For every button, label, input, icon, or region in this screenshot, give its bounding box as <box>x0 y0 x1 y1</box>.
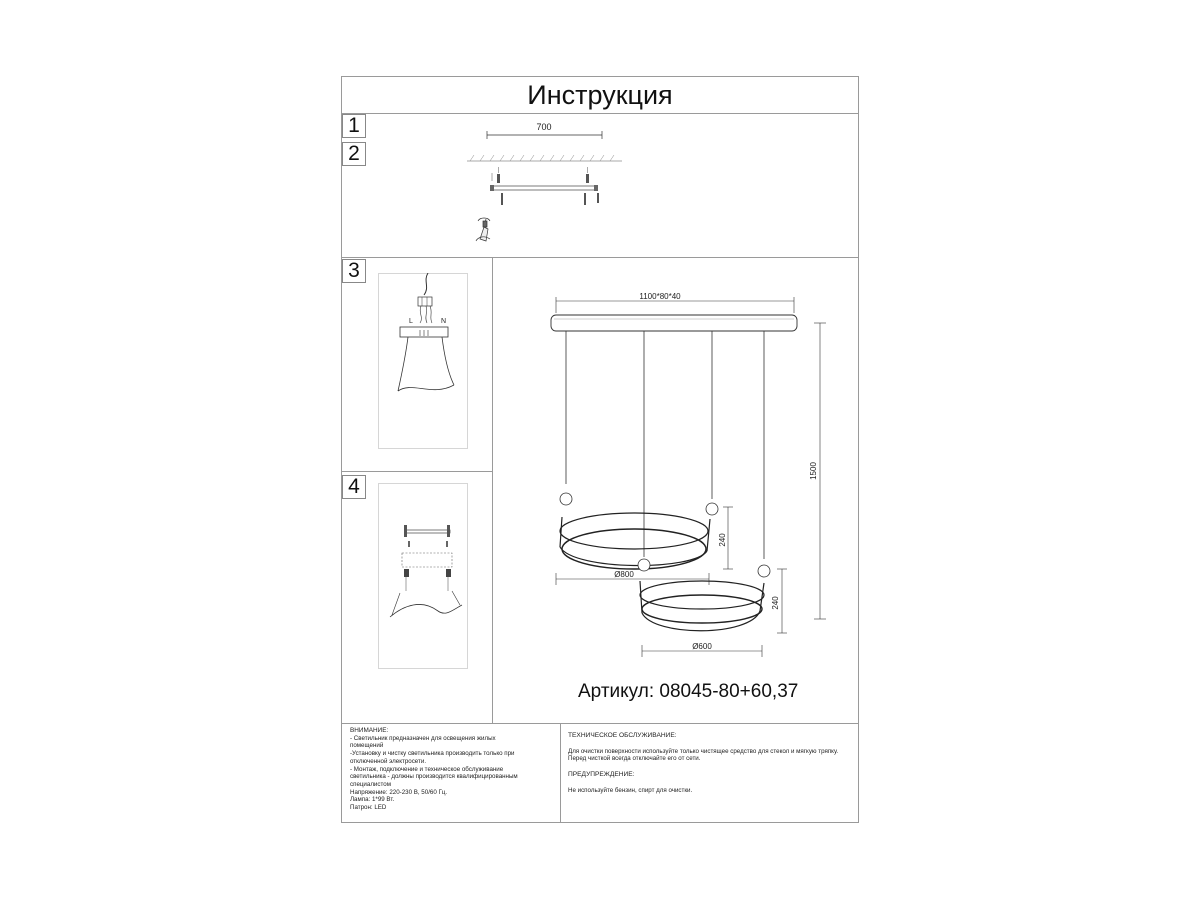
neutral-label: N <box>441 318 447 325</box>
divider-notes-column <box>560 723 561 823</box>
diameter-label-2: Ø600 <box>692 642 712 651</box>
ring-height-label-1: 240 <box>718 533 727 547</box>
warning-line: - Светильник предназначен для освещения жилых <box>350 734 496 742</box>
warning-line: специалистом <box>350 780 391 788</box>
caution-heading: ПРЕДУПРЕЖДЕНИЕ: <box>568 771 635 779</box>
warning-heading: ВНИМАНИЕ: <box>350 727 389 734</box>
socket-line: Патрон: LED <box>350 804 387 812</box>
canopy-mount-diagram <box>378 483 468 669</box>
caution-text: Не используйте бензин, спирт для очистки. <box>568 786 693 794</box>
maintenance-line-1: Для очистки поверхности используйте только чистящее средство для стекол и мягкую тряпку. <box>568 747 839 755</box>
base-width-label: 700 <box>536 122 552 132</box>
step-number-2: 2 <box>342 142 366 166</box>
ring-height-label-2: 240 <box>771 596 780 610</box>
diameter-label-1: Ø800 <box>614 570 634 579</box>
instruction-sheet <box>341 76 859 823</box>
warning-line: помещений <box>350 742 384 750</box>
divider-step2 <box>342 257 858 258</box>
divider-step3-4 <box>342 471 492 472</box>
divider-left-column <box>492 257 493 723</box>
maintenance-line-2: Перед чисткой всегда отключайте его от сети. <box>568 755 701 763</box>
warning-line: отключенной электросети. <box>350 757 427 765</box>
height-label: 1500 <box>809 462 818 480</box>
live-label: L <box>409 318 413 325</box>
step-number-1: 1 <box>342 114 366 138</box>
step-number-3: 3 <box>342 259 366 283</box>
warning-line: светильника - должны производится квалифицированным <box>350 773 518 781</box>
divider-title <box>342 113 858 114</box>
bar-size-label: 1100*80*40 <box>639 292 681 301</box>
maintenance-notes <box>568 732 853 795</box>
divider-notes <box>342 723 858 724</box>
warning-line: -Установку и чистку светильника производить только при <box>350 750 515 758</box>
pendant-dimensions-diagram <box>494 259 858 721</box>
warning-line: - Монтаж, подключение и техническое обслуживание <box>350 765 504 773</box>
page-title: Инструкция <box>527 80 673 110</box>
voltage-line: Напряжение: 220-230 В, 50/60 Гц. <box>350 788 448 796</box>
mounting-plate-diagram <box>452 117 752 253</box>
maintenance-heading: ТЕХНИЧЕСКОЕ ОБСЛУЖИВАНИЕ: <box>568 732 677 739</box>
step-number-4: 4 <box>342 475 366 499</box>
article-number: Артикул: 08045-80+60,37 <box>578 681 799 702</box>
warning-notes <box>350 727 550 812</box>
wiring-diagram <box>378 273 468 449</box>
lamp-line: Лампа: 1*99 Вт. <box>350 796 395 804</box>
